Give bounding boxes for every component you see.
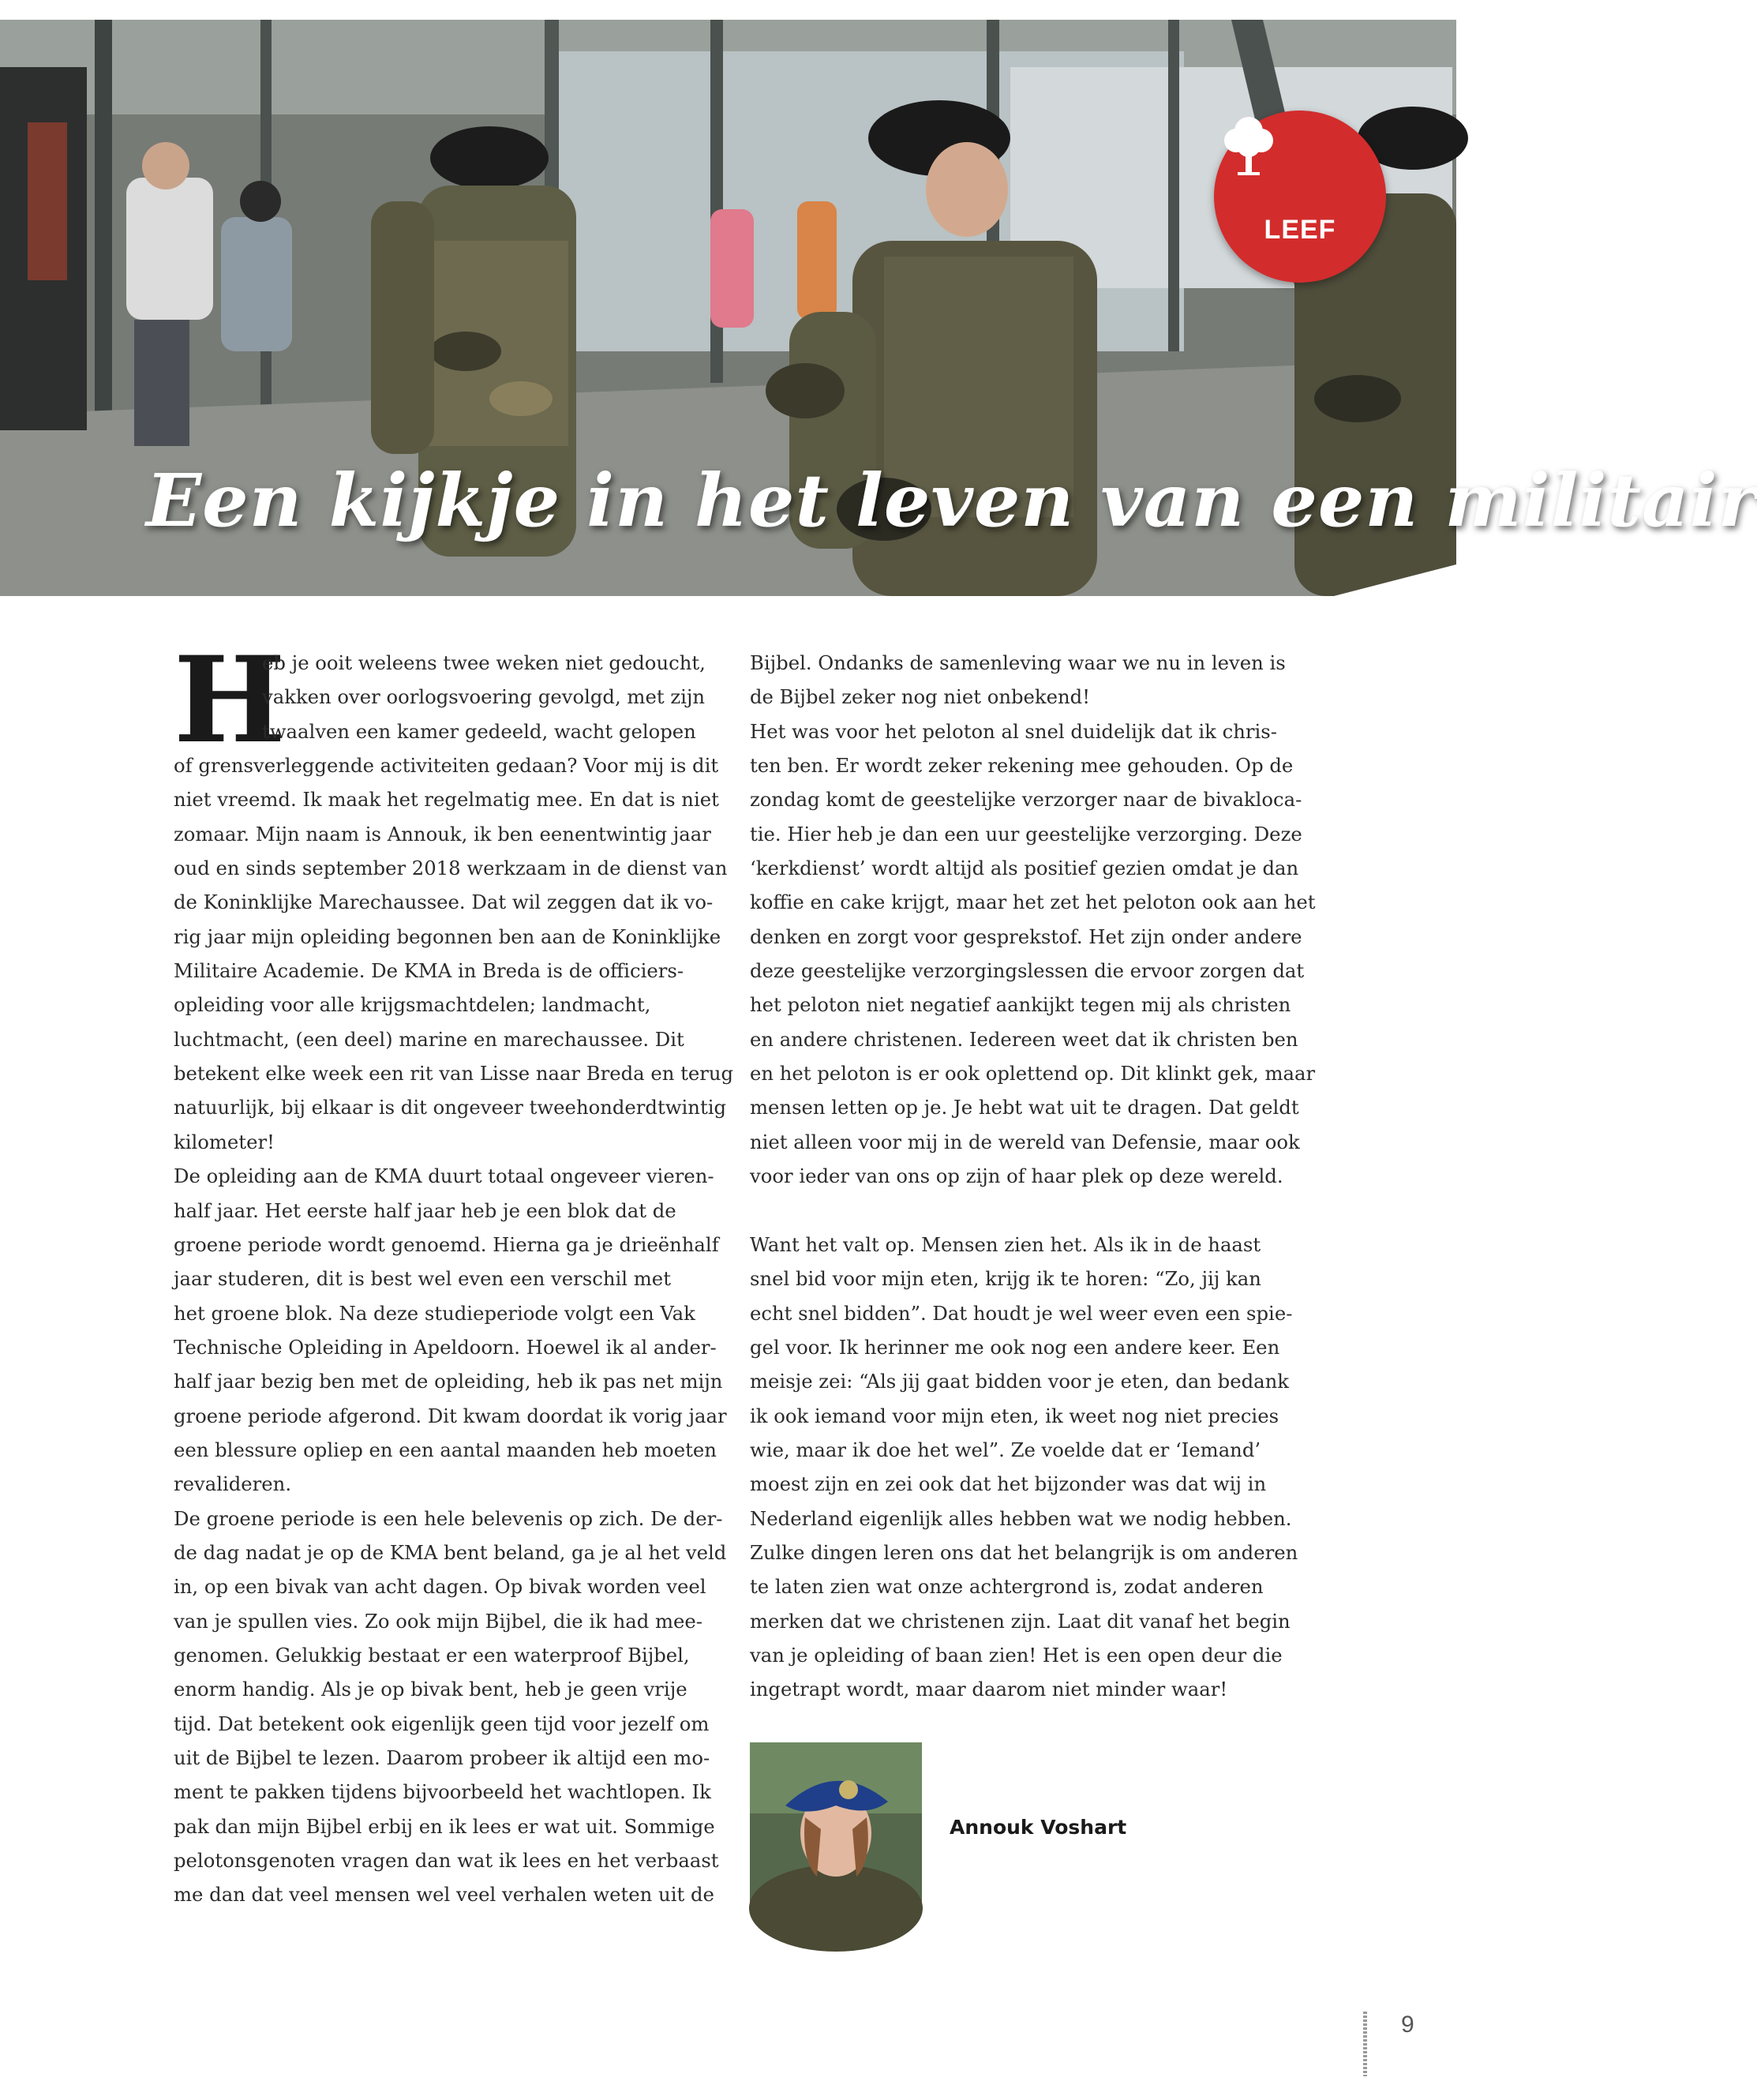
paragraph-gap: [750, 1194, 1294, 1228]
text-line: deze geestelijke verzorgingslessen die ervoor zorgen dat: [750, 959, 1305, 983]
text-line: in, op een bivak van acht dagen. Op bivak worden veel: [174, 1575, 706, 1599]
text-line: betekent elke week een rit van Lisse naar Breda en terug: [174, 1062, 734, 1086]
text-line: half jaar. Het eerste half jaar heb je een blok dat de: [174, 1198, 676, 1222]
page-number-rule: [1363, 2012, 1367, 2076]
text-line: mensen letten op je. Je hebt wat uit te dragen. Dat geldt: [750, 1096, 1299, 1119]
text-line: twaalven een kamer gedeeld, wacht gelopen: [262, 719, 696, 743]
text-line: niet alleen voor mij in de wereld van Defensie, maar ook: [750, 1130, 1300, 1153]
text-line: tie. Hier heb je dan een uur geestelijke verzorging. Deze: [750, 822, 1302, 846]
text-line: ten ben. Er wordt zeker rekening mee gehouden. Op de: [750, 754, 1294, 778]
text-line: merken dat we christenen zijn. Laat dit vanaf het begin: [750, 1609, 1291, 1633]
text-line: voor ieder van ons op zijn of haar plek op deze wereld.: [750, 1164, 1283, 1188]
text-line: echt snel bidden”. Dat houdt je wel weer even een spie-: [750, 1301, 1293, 1325]
text-line: genomen. Gelukkig bestaat er een waterproof Bijbel,: [174, 1643, 690, 1667]
text-line: ingetrapt wordt, maar daarom niet minder waar!: [750, 1678, 1228, 1701]
drop-cap: H: [174, 631, 286, 770]
text-line: tijd. Dat betekent ook eigenlijk geen tijd voor jezelf om: [174, 1712, 710, 1735]
text-line: Militaire Academie. De KMA in Breda is de officiers-: [174, 959, 684, 983]
text-line: ik ook iemand voor mijn eten, ik weet nog niet precies: [750, 1404, 1279, 1427]
author-avatar: [750, 1742, 922, 1914]
text-line: zomaar. Mijn naam is Annouk, ik ben eenentwintig jaar: [174, 822, 711, 846]
text-line: natuurlijk, bij elkaar is dit ongeveer tweehonderdtwintig: [174, 1096, 727, 1119]
text-line: luchtmacht, (een deel) marine en marechaussee. Dit: [174, 1027, 684, 1051]
article-column-left: [174, 631, 734, 1912]
text-line: koffie en cake krijgt, maar het zet het peloton ook aan het: [750, 891, 1316, 914]
text-line: half jaar bezig ben met de opleiding, heb ik pas net mijn: [174, 1370, 723, 1393]
text-line: moest zijn en zei ook dat het bijzonder was dat wij in: [750, 1472, 1267, 1496]
text-line: niet vreemd. Ik maak het regelmatig mee. En dat is niet: [174, 788, 719, 812]
text-line: pak dan mijn Bijbel erbij en ik lees er wat uit. Sommige: [174, 1814, 715, 1838]
text-line: pelotonsgenoten vragen dan wat ik lees en het verbaast: [174, 1849, 719, 1873]
text-line: wie, maar ik doe het wel”. Ze voelde dat er ‘Iemand’: [750, 1438, 1261, 1461]
author-name: Annouk Voshart: [950, 1816, 1127, 1839]
text-line: eb je ooit weleens twee weken niet gedoucht,: [262, 651, 706, 674]
text-line: of grensverleggende activiteiten gedaan? Voor mij is dit: [174, 754, 719, 778]
text-line: de Bijbel zeker nog niet onbekend!: [750, 685, 1090, 709]
text-line: Want het valt op. Mensen zien het. Als ik in de haast: [750, 1232, 1261, 1256]
text-line: rig jaar mijn opleiding begonnen ben aan de Koninklijke: [174, 924, 721, 948]
text-line: ment te pakken tijdens bijvoorbeeld het wachtlopen. Ik: [174, 1780, 711, 1804]
text-line: groene periode wordt genoemd. Hierna ga je drieënhalf: [174, 1232, 719, 1256]
text-line: groene periode afgerond. Dit kwam doordat ik vorig jaar: [174, 1404, 727, 1427]
text-line: snel bid voor mijn eten, krijg ik te horen: “Zo, jij kan: [750, 1267, 1261, 1291]
text-line: jaar studeren, dit is best wel even een verschil met: [174, 1267, 671, 1291]
text-line: Technische Opleiding in Apeldoorn. Hoewel ik al ander-: [174, 1335, 717, 1359]
text-line: en het peloton is er ook oplettend op. Dit klinkt gek, maar: [750, 1062, 1316, 1086]
text-line: vakken over oorlogsvoering gevolgd, met zijn: [262, 685, 706, 709]
text-line: Nederland eigenlijk alles hebben wat we nodig hebben.: [750, 1506, 1292, 1530]
text-line: De opleiding aan de KMA duurt totaal ongeveer vieren-: [174, 1164, 714, 1188]
article-column-right: [750, 646, 1316, 1707]
text-line: en andere christenen. Iedereen weet dat ik christen ben: [750, 1027, 1298, 1051]
text-line: Zulke dingen leren ons dat het belangrijk is om anderen: [750, 1540, 1298, 1564]
text-line: de Koninklijke Marechaussee. Dat wil zeggen dat ik vo-: [174, 891, 714, 914]
text-line: uit de Bijbel te lezen. Daarom probeer ik altijd een mo-: [174, 1746, 710, 1769]
text-line: opleiding voor alle krijgsmachtdelen; landmacht,: [174, 993, 651, 1017]
text-line: het peloton niet negatief aankijkt tegen mij als christen: [750, 993, 1291, 1017]
text-line: enorm handig. Als je op bivak bent, heb je geen vrije: [174, 1678, 687, 1701]
text-line: gel voor. Ik herinner me ook nog een andere keer. Een: [750, 1335, 1280, 1359]
text-line: het groene blok. Na deze studieperiode volgt een Vak: [174, 1301, 695, 1325]
text-line: van je spullen vies. Zo ook mijn Bijbel, die ik had mee-: [174, 1609, 702, 1633]
text-line: Het was voor het peloton al snel duidelijk dat ik chris-: [750, 719, 1277, 743]
text-line: revalideren.: [174, 1472, 292, 1496]
text-line: me dan dat veel mensen wel veel verhalen weten uit de: [174, 1883, 714, 1907]
text-line: denken en zorgt voor gesprekstof. Het zijn onder andere: [750, 924, 1302, 948]
page-number: 9: [1401, 2012, 1414, 2038]
text-line: te laten zien wat onze achtergrond is, zodat anderen: [750, 1575, 1264, 1599]
text-line: kilometer!: [174, 1130, 275, 1153]
article-title: Een kijkje in het leven van een militair: [146, 458, 1757, 543]
text-line: oud en sinds september 2018 werkzaam in de dienst van: [174, 857, 728, 880]
text-line: zondag komt de geestelijke verzorger naar de bivakloca-: [750, 788, 1302, 812]
text-line: meisje zei: “Als jij gaat bidden voor je eten, dan bedank: [750, 1370, 1290, 1393]
text-line: De groene periode is een hele belevenis op zich. De der-: [174, 1506, 723, 1530]
text-line: Bijbel. Ondanks de samenleving waar we nu in leven is: [750, 651, 1286, 674]
text-line: een blessure opliep en een aantal maanden heb moeten: [174, 1438, 717, 1461]
section-badge: [1214, 111, 1386, 283]
text-line: ‘kerkdienst’ wordt altijd als positief gezien omdat je dan: [750, 857, 1299, 880]
text-line: van je opleiding of baan zien! Het is een open deur die: [750, 1643, 1283, 1667]
tree-icon: [1214, 111, 1283, 180]
section-label: LEEF: [1264, 215, 1336, 245]
hero-photo: [0, 20, 1757, 596]
text-line: de dag nadat je op de KMA bent beland, ga je al het veld: [174, 1540, 727, 1564]
